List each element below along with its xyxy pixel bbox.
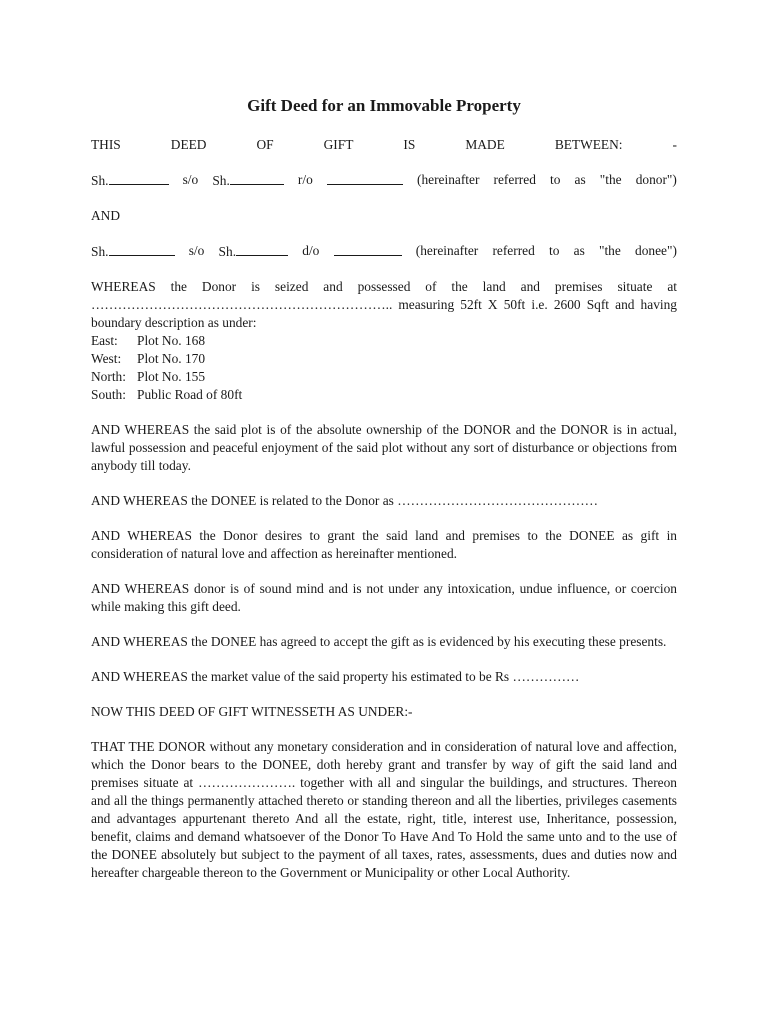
boundary-direction: North: bbox=[91, 369, 126, 384]
opening-word: OF bbox=[256, 137, 274, 152]
donor-ref-word: donor") bbox=[635, 172, 677, 187]
opening-line bbox=[91, 136, 677, 154]
and-connector: AND bbox=[91, 208, 121, 223]
donee-sh-label: Sh. bbox=[91, 244, 109, 259]
boundary-list bbox=[91, 332, 677, 404]
opening-word: IS bbox=[403, 137, 416, 152]
boundary-row-south bbox=[91, 386, 677, 404]
donor-ref-word: (hereinafter bbox=[416, 172, 480, 187]
donor-ref-word: to bbox=[550, 172, 561, 187]
donee-father-sh-label: Sh. bbox=[218, 244, 237, 259]
donor-name-group bbox=[91, 171, 169, 190]
boundary-direction: West: bbox=[91, 351, 122, 366]
boundary-value: Plot No. 155 bbox=[137, 369, 206, 384]
donor-ref-word: "the bbox=[599, 172, 622, 187]
donee-ref-word: (hereinafter bbox=[415, 243, 479, 258]
whereas-market-value-paragraph: AND WHEREAS the market value of the said property his estimated to be Rs …………… bbox=[91, 669, 580, 684]
donor-grant-paragraph: THAT THE DONOR without any monetary consideration and in consideration of natural love and affection, which the Donor bears to the DONEE, doth hereby grant and transfer by way of gift the said land and premises situate at …………………. together with all and singular the buildings, and structures. Thereon and all the things permanently attached thereto or standing thereon and all the liberties, privileges casements and advantages appurtenant thereto And all the estate, right, title, interest use, Inheritance, possession, benefit, claims and demand whatsoever of the Donor To Have And To Hold the same unto and to the use of the DONEE absolutely but subject to the payment of all taxes, rates, assessments, dues and duties now and hereafter chargeable thereon to the Government or Municipality or other Local Authority. bbox=[91, 739, 677, 880]
donor-line bbox=[91, 171, 677, 190]
whereas-sound-mind-paragraph: AND WHEREAS donor is of sound mind and is not under any intoxication, undue influence, or coercion while making this gift deed. bbox=[91, 581, 677, 614]
donee-name-blank bbox=[109, 242, 175, 256]
donor-father-sh-label: Sh. bbox=[212, 173, 230, 188]
whereas-grant-paragraph: AND WHEREAS the Donor desires to grant the said land and premises to the DONEE as gift in consideration of natural love and affection as hereinafter mentioned. bbox=[91, 528, 677, 561]
donor-residence-blank bbox=[327, 171, 403, 185]
donee-ref-word: to bbox=[549, 243, 560, 258]
opening-word: GIFT bbox=[323, 137, 354, 152]
donor-father-blank bbox=[230, 171, 284, 185]
boundary-value: Public Road of 80ft bbox=[137, 387, 243, 402]
boundary-row-west bbox=[91, 350, 677, 368]
boundary-value: Plot No. 168 bbox=[137, 333, 206, 348]
document-page bbox=[91, 95, 677, 899]
donee-do-label: d/o bbox=[302, 243, 320, 258]
donee-ref-word: "the bbox=[599, 243, 621, 258]
donee-ref-word: referred bbox=[492, 243, 535, 258]
opening-word: THIS bbox=[91, 137, 121, 152]
document-title: Gift Deed for an Immovable Property bbox=[247, 96, 521, 115]
donor-name-blank bbox=[109, 171, 169, 185]
opening-word: - bbox=[672, 137, 677, 152]
donor-ref-word: as bbox=[574, 172, 586, 187]
donee-residence-blank bbox=[334, 242, 402, 256]
whereas-acceptance-paragraph: AND WHEREAS the DONEE has agreed to accept the gift as is evidenced by his executing these presents. bbox=[91, 634, 667, 649]
whereas-relation-paragraph: AND WHEREAS the DONEE is related to the Donor as ……………………………………… bbox=[91, 493, 599, 508]
witnesseth-heading: NOW THIS DEED OF GIFT WITNESSETH AS UNDER:- bbox=[91, 704, 413, 719]
opening-word: DEED bbox=[170, 137, 207, 152]
donor-ro-label: r/o bbox=[297, 172, 313, 187]
donor-sh-label: Sh. bbox=[91, 173, 109, 188]
boundary-row-east bbox=[91, 332, 677, 350]
boundary-direction: East: bbox=[91, 333, 118, 348]
donor-ref-word: referred bbox=[493, 172, 536, 187]
donee-ref-word: donee") bbox=[635, 243, 677, 258]
boundary-row-north bbox=[91, 368, 677, 386]
donee-line bbox=[91, 242, 677, 261]
donor-so-label: s/o bbox=[182, 172, 199, 187]
opening-word: MADE bbox=[465, 137, 505, 152]
boundary-value: Plot No. 170 bbox=[137, 351, 206, 366]
boundary-direction: South: bbox=[91, 387, 126, 402]
whereas-land-paragraph: WHEREAS the Donor is seized and possessed of the land and premises situate at ………………………………………………………….. measuring 52ft X 50ft i.e. 2600 Sqft and having boundary description as under: bbox=[91, 279, 677, 330]
donee-father-group bbox=[219, 242, 289, 261]
donee-so-label: s/o bbox=[188, 243, 205, 258]
whereas-ownership-paragraph: AND WHEREAS the said plot is of the absolute ownership of the DONOR and the DONOR is in actual, lawful possession and peaceful enjoyment of the said plot without any sort of disturbance or objections from anybody till today. bbox=[91, 422, 677, 473]
donee-father-blank bbox=[236, 242, 288, 256]
opening-word: BETWEEN: bbox=[554, 137, 623, 152]
donor-father-group bbox=[212, 171, 284, 190]
donee-name-group bbox=[91, 242, 175, 261]
donee-ref-word: as bbox=[573, 243, 585, 258]
